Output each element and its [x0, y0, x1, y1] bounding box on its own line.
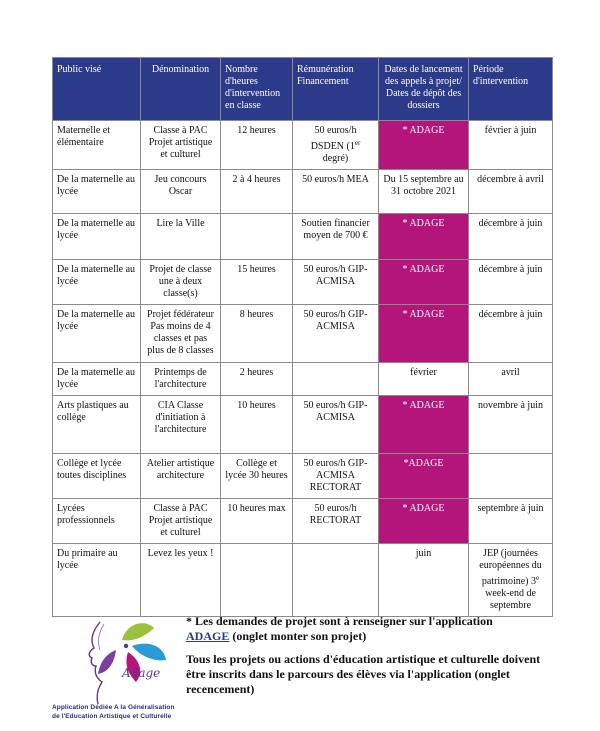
cell-periode: février à juin — [469, 121, 553, 170]
cell-denomination: Lire la Ville — [141, 214, 221, 260]
table-header-row — [53, 58, 553, 121]
cell-remuneration — [293, 363, 379, 396]
cell-remuneration: 50 euros/h DSDEN (1er degré) — [293, 121, 379, 170]
cell-dates: * ADAGE — [379, 121, 469, 170]
table-row — [53, 121, 553, 170]
cell-periode — [469, 454, 553, 499]
cell-denomination: Classe à PAC Projet artistique et culturel — [141, 121, 221, 170]
cell-denomination: Projet fédérateur Pas moins de 4 classes et pas plus de 8 classes — [141, 305, 221, 363]
adage-logo-icon — [52, 610, 187, 706]
cell-remuneration: 50 euros/h GIP-ACMISA — [293, 396, 379, 454]
header-remuneration: Rémunération Financement — [293, 58, 379, 121]
cell-dates: * ADAGE — [379, 305, 469, 363]
cell-dates: juin — [379, 544, 469, 617]
cell-denomination: Jeu concours Oscar — [141, 170, 221, 214]
header-public: Public visé — [53, 58, 141, 121]
table-row — [53, 260, 553, 305]
cell-public: De la maternelle au lycée — [53, 305, 141, 363]
table-row — [53, 363, 553, 396]
cell-heures: 10 heures max — [221, 499, 293, 544]
cell-periode: JEP (journées européennes du patrimoine) 3e week-end de septembre — [469, 544, 553, 617]
logo-caption: Application Dédiée A la Généralisation de l'Education Artistique et Culturelle — [52, 704, 175, 720]
cell-dates: * ADAGE — [379, 396, 469, 454]
cell-remuneration: 50 euros/h GIP-ACMISA — [293, 260, 379, 305]
logo-wordmark: Adage — [122, 666, 161, 680]
table-row — [53, 214, 553, 260]
adage-link[interactable]: ADAGE — [186, 629, 230, 643]
cell-remuneration: 50 euros/h GIP-ACMISA RECTORAT — [293, 454, 379, 499]
cell-public: De la maternelle au lycée — [53, 214, 141, 260]
cell-heures: 12 heures — [221, 121, 293, 170]
footer — [52, 606, 552, 731]
notes — [186, 614, 548, 705]
cell-heures — [221, 214, 293, 260]
cell-heures: 10 heures — [221, 396, 293, 454]
cell-heures: 8 heures — [221, 305, 293, 363]
header-periode: Période d'intervention — [469, 58, 553, 121]
note-recensement: Tous les projets ou actions d'éducation artistique et culturelle doivent être inscrits dans le parcours des élèves via l'application (onglet recencement) — [186, 652, 541, 696]
table-row — [53, 305, 553, 363]
cell-denomination: Classe à PAC Projet artistique et culturel — [141, 499, 221, 544]
table-row — [53, 454, 553, 499]
header-dates: Dates de lancement des appels à projet/ Dates de dépôt des dossiers — [379, 58, 469, 121]
table-row — [53, 170, 553, 214]
cell-dates: * ADAGE — [379, 499, 469, 544]
cell-heures: 2 à 4 heures — [221, 170, 293, 214]
cell-public: Collège et lycée toutes disciplines — [53, 454, 141, 499]
cell-periode: décembre à juin — [469, 260, 553, 305]
cell-dates: Du 15 septembre au 31 octobre 2021 — [379, 170, 469, 214]
cell-heures: Collège et lycée 30 heures — [221, 454, 293, 499]
cell-denomination: Printemps de l'architecture — [141, 363, 221, 396]
cell-remuneration: Soutien financier moyen de 700 € — [293, 214, 379, 260]
header-heures: Nombre d'heures d'intervention en classe — [221, 58, 293, 121]
cell-denomination: Levez les yeux ! — [141, 544, 221, 617]
cell-public: Lycées professionnels — [53, 499, 141, 544]
cell-remuneration: 50 euros/h MEA — [293, 170, 379, 214]
cell-periode: septembre à juin — [469, 499, 553, 544]
header-denomination: Dénomination — [141, 58, 221, 121]
cell-heures: 15 heures — [221, 260, 293, 305]
cell-periode: décembre à juin — [469, 214, 553, 260]
cell-public: Du primaire au lycée — [53, 544, 141, 617]
cell-public: De la maternelle au lycée — [53, 363, 141, 396]
cell-periode: novembre à juin — [469, 396, 553, 454]
cell-denomination: Atelier artistique architecture — [141, 454, 221, 499]
cell-remuneration: 50 euros/h RECTORAT — [293, 499, 379, 544]
note-adage: * Les demandes de projet sont à renseigner sur l'application ADAGE (onglet monter son projet) — [186, 614, 493, 643]
cell-periode: décembre à juin — [469, 305, 553, 363]
cell-heures: 2 heures — [221, 363, 293, 396]
cell-dates: * ADAGE — [379, 214, 469, 260]
cell-dates: février — [379, 363, 469, 396]
cell-denomination: Projet de classe une à deux classe(s) — [141, 260, 221, 305]
cell-dates: * ADAGE — [379, 260, 469, 305]
projects-table — [52, 57, 553, 617]
cell-remuneration: 50 euros/h GIP-ACMISA — [293, 305, 379, 363]
cell-periode: avril — [469, 363, 553, 396]
cell-public: De la maternelle au lycée — [53, 170, 141, 214]
cell-denomination: CIA Classe d'initiation à l'architecture — [141, 396, 221, 454]
cell-public: Arts plastiques au collège — [53, 396, 141, 454]
table-row — [53, 499, 553, 544]
table-row — [53, 396, 553, 454]
cell-periode: décembre à avril — [469, 170, 553, 214]
cell-dates: *ADAGE — [379, 454, 469, 499]
cell-public: De la maternelle au lycée — [53, 260, 141, 305]
cell-public: Maternelle et élémentaire — [53, 121, 141, 170]
